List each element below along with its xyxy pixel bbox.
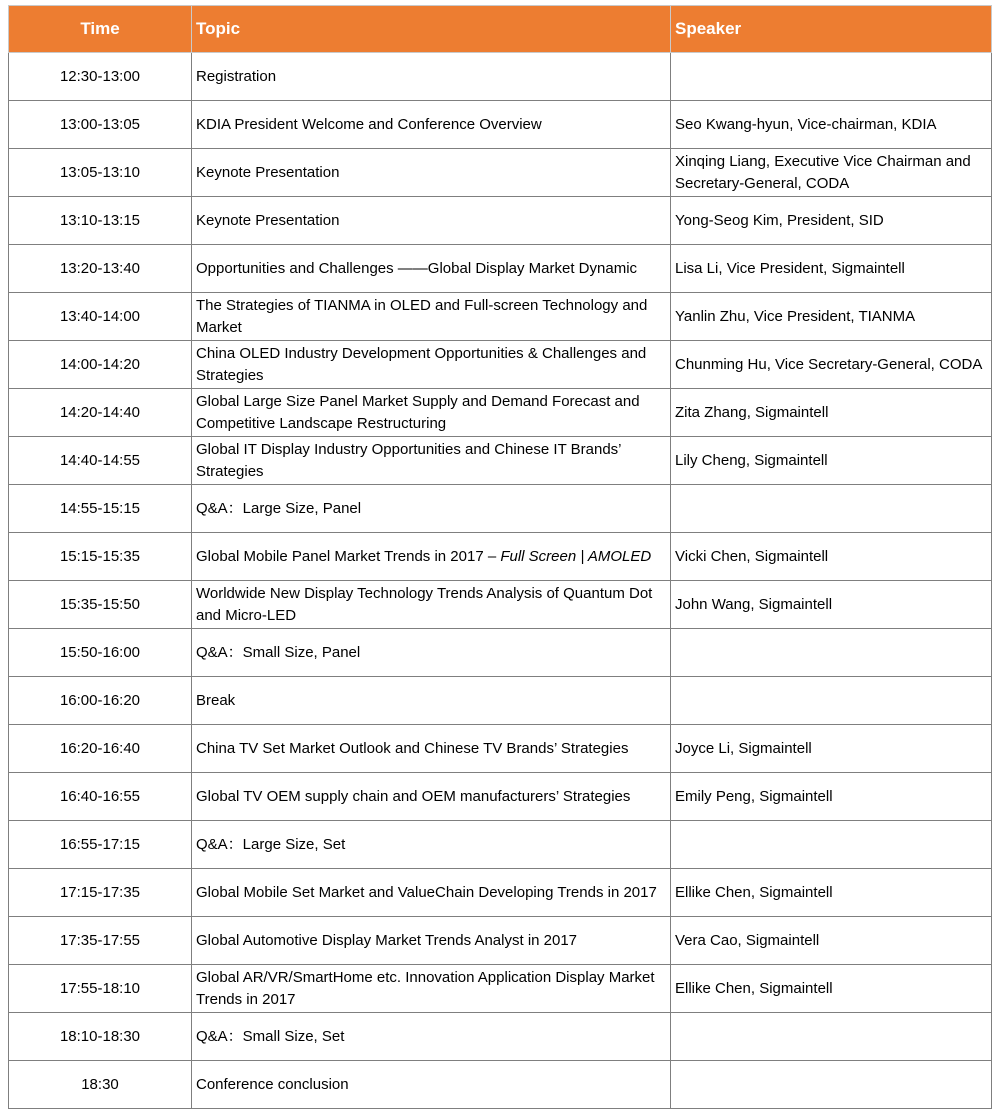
speaker-cell: Lily Cheng, Sigmaintell: [671, 437, 992, 485]
topic-cell: [192, 725, 671, 773]
speaker-cell: [671, 53, 992, 101]
header-topic: Topic: [192, 6, 671, 53]
time-cell: 14:40-14:55: [9, 437, 192, 485]
time-cell: 18:10-18:30: [9, 1013, 192, 1061]
topic-cell: [192, 101, 671, 149]
speaker-cell: [671, 629, 992, 677]
time-cell: 15:50-16:00: [9, 629, 192, 677]
topic-cell: [192, 197, 671, 245]
speaker-cell: Zita Zhang, Sigmaintell: [671, 389, 992, 437]
topic-text: Global Large Size Panel Market Supply and Demand Forecast and Competitive Landscape Restructuring: [196, 392, 640, 432]
topic-cell: [192, 821, 671, 869]
time-cell: 13:40-14:00: [9, 293, 192, 341]
table-row: [9, 965, 992, 1013]
time-cell: 16:00-16:20: [9, 677, 192, 725]
topic-cell: [192, 869, 671, 917]
time-cell: 16:40-16:55: [9, 773, 192, 821]
time-cell: 16:20-16:40: [9, 725, 192, 773]
topic-cell: [192, 389, 671, 437]
table-row: [9, 821, 992, 869]
time-cell: 14:55-15:15: [9, 485, 192, 533]
table-row: [9, 629, 992, 677]
topic-text: Opportunities and Challenges ——Global Display Market Dynamic: [196, 259, 638, 277]
table-row: [9, 1013, 992, 1061]
topic-text: Q&A：Large Size, Set: [196, 835, 346, 853]
topic-text: Worldwide New Display Technology Trends Analysis of Quantum Dot and Micro-LED: [196, 584, 653, 624]
topic-cell: [192, 917, 671, 965]
topic-text: Global TV OEM supply chain and OEM manufacturers’ Strategies: [196, 787, 631, 805]
speaker-cell: Lisa Li, Vice President, Sigmaintell: [671, 245, 992, 293]
table-row: [9, 869, 992, 917]
header-time: Time: [9, 6, 192, 53]
topic-cell: [192, 245, 671, 293]
topic-text: Q&A：Small Size, Set: [196, 1027, 345, 1045]
speaker-cell: Vera Cao, Sigmaintell: [671, 917, 992, 965]
topic-text: Global IT Display Industry Opportunities and Chinese IT Brands’ Strategies: [196, 440, 621, 480]
speaker-cell: Yanlin Zhu, Vice President, TIANMA: [671, 293, 992, 341]
topic-cell: [192, 533, 671, 581]
topic-text: Global Mobile Set Market and ValueChain Developing Trends in 2017: [196, 883, 657, 901]
table-row: [9, 53, 992, 101]
table-row: [9, 389, 992, 437]
topic-cell: [192, 677, 671, 725]
time-cell: 13:10-13:15: [9, 197, 192, 245]
topic-cell: [192, 773, 671, 821]
topic-text: Q&A：Large Size, Panel: [196, 499, 362, 517]
time-cell: 18:30: [9, 1061, 192, 1109]
topic-text: Break: [196, 691, 236, 709]
topic-cell: [192, 1061, 671, 1109]
speaker-cell: Ellike Chen, Sigmaintell: [671, 869, 992, 917]
table-row: [9, 341, 992, 389]
speaker-cell: Vicki Chen, Sigmaintell: [671, 533, 992, 581]
topic-text: Global Mobile Panel Market Trends in 2017 –: [196, 547, 501, 565]
time-cell: 17:15-17:35: [9, 869, 192, 917]
table-row: [9, 149, 992, 197]
topic-cell: [192, 149, 671, 197]
topic-text: Q&A：Small Size, Panel: [196, 643, 361, 661]
speaker-cell: Xinqing Liang, Executive Vice Chairman and Secretary-General, CODA: [671, 149, 992, 197]
speaker-cell: Joyce Li, Sigmaintell: [671, 725, 992, 773]
table-row: [9, 725, 992, 773]
table-row: [9, 1061, 992, 1109]
speaker-cell: [671, 1061, 992, 1109]
topic-text: Keynote Presentation: [196, 163, 340, 181]
time-cell: 12:30-13:00: [9, 53, 192, 101]
header-row: [9, 6, 992, 53]
speaker-cell: [671, 485, 992, 533]
speaker-cell: Seo Kwang-hyun, Vice-chairman, KDIA: [671, 101, 992, 149]
time-cell: 14:00-14:20: [9, 341, 192, 389]
topic-text: Global Automotive Display Market Trends Analyst in 2017: [196, 931, 578, 949]
topic-cell: [192, 485, 671, 533]
time-cell: 17:35-17:55: [9, 917, 192, 965]
topic-cell: [192, 437, 671, 485]
topic-cell: [192, 1013, 671, 1061]
time-cell: 13:00-13:05: [9, 101, 192, 149]
header-speaker: Speaker: [671, 6, 992, 53]
time-cell: 14:20-14:40: [9, 389, 192, 437]
time-cell: 16:55-17:15: [9, 821, 192, 869]
table-row: [9, 677, 992, 725]
speaker-cell: Yong-Seog Kim, President, SID: [671, 197, 992, 245]
speaker-cell: Ellike Chen, Sigmaintell: [671, 965, 992, 1013]
table-row: [9, 437, 992, 485]
topic-text: China TV Set Market Outlook and Chinese TV Brands’ Strategies: [196, 739, 629, 757]
topic-cell: [192, 629, 671, 677]
topic-text: Conference conclusion: [196, 1075, 349, 1093]
agenda-body: [9, 53, 992, 1109]
topic-cell: [192, 965, 671, 1013]
topic-cell: [192, 53, 671, 101]
table-row: [9, 101, 992, 149]
table-row: [9, 773, 992, 821]
speaker-cell: Emily Peng, Sigmaintell: [671, 773, 992, 821]
topic-text: Registration: [196, 67, 277, 85]
time-cell: 13:05-13:10: [9, 149, 192, 197]
topic-text: China OLED Industry Development Opportunities & Challenges and Strategies: [196, 344, 647, 384]
table-row: [9, 533, 992, 581]
topic-cell: [192, 341, 671, 389]
time-cell: 13:20-13:40: [9, 245, 192, 293]
topic-text: The Strategies of TIANMA in OLED and Full-screen Technology and Market: [196, 296, 648, 336]
topic-italic-text: Full Screen | AMOLED: [500, 547, 652, 565]
speaker-cell: [671, 1013, 992, 1061]
table-row: [9, 917, 992, 965]
table-row: [9, 581, 992, 629]
speaker-cell: [671, 821, 992, 869]
table-row: [9, 197, 992, 245]
topic-cell: [192, 293, 671, 341]
time-cell: 15:35-15:50: [9, 581, 192, 629]
speaker-cell: [671, 677, 992, 725]
topic-text: Keynote Presentation: [196, 211, 340, 229]
table-row: [9, 293, 992, 341]
topic-text: Global AR/VR/SmartHome etc. Innovation Application Display Market Trends in 2017: [196, 968, 655, 1008]
table-row: [9, 245, 992, 293]
speaker-cell: Chunming Hu, Vice Secretary-General, CODA: [671, 341, 992, 389]
time-cell: 17:55-18:10: [9, 965, 192, 1013]
speaker-cell: John Wang, Sigmaintell: [671, 581, 992, 629]
topic-cell: [192, 581, 671, 629]
agenda-table: [8, 5, 992, 1109]
table-row: [9, 485, 992, 533]
topic-text: KDIA President Welcome and Conference Overview: [196, 115, 542, 133]
time-cell: 15:15-15:35: [9, 533, 192, 581]
